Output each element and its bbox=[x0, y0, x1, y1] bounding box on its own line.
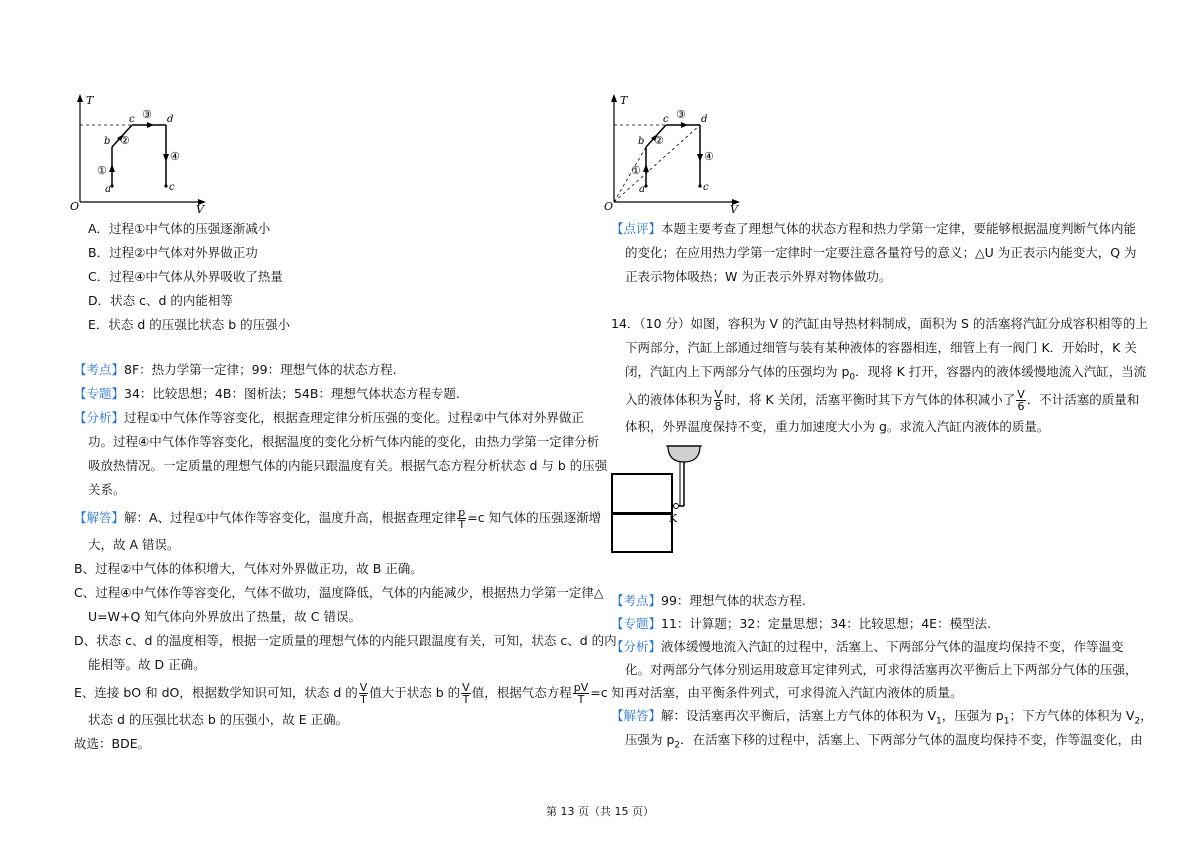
label-c-top: c bbox=[129, 114, 135, 125]
step-4: ④ bbox=[170, 150, 180, 163]
label-c-top-r: c bbox=[663, 114, 669, 125]
cylinder-diagram bbox=[606, 440, 706, 556]
label-d-r: d bbox=[701, 114, 708, 125]
label-T: T bbox=[86, 94, 94, 107]
dianping-l2: 的变化；在应用热力学第一定律时一定要注意各量符号的意义；△U 为正表示内能变大，Q 为 bbox=[625, 245, 1137, 260]
option-a: A．过程①中气体的压强逐渐减小 bbox=[88, 221, 271, 236]
fraction-pV-T: $\frac{pV}{T}$ bbox=[573, 681, 589, 706]
liquid-container bbox=[668, 446, 700, 462]
option-b: B．过程②中气体对外界做正功 bbox=[88, 245, 258, 260]
q14-l2: 下两部分，汽缸上部通过细管与装有某种液体的容器相连，细管上有一阀门 K．开始时，K 关 bbox=[625, 340, 1137, 355]
tv-diagram-left bbox=[70, 92, 210, 214]
fraction-V-T-1: $\frac{V}{T}$ bbox=[359, 681, 368, 706]
step-1-r: ① bbox=[631, 164, 641, 177]
label-c-bottom-r: c bbox=[703, 182, 709, 193]
step-3-r: ③ bbox=[676, 108, 686, 121]
fraction-V-T-2: $\frac{V}{T}$ bbox=[462, 681, 470, 706]
fraction-V-8: $\frac{V}{8}$ bbox=[714, 388, 723, 413]
label-a: a bbox=[105, 184, 111, 195]
label-V: V bbox=[196, 203, 204, 214]
label-b: b bbox=[104, 136, 111, 147]
jieda-answer: 故选：BDE。 bbox=[74, 736, 151, 751]
label-a-r: a bbox=[639, 184, 645, 195]
jieda-right: 【解答】解：设活塞再次平衡后，活塞上方气体的体积为 $V_1$，压强为 $p_1$；下方气体的体积为 $V_2$， bbox=[611, 708, 1153, 727]
fraction-p-T: $\frac{p}{T}$ bbox=[458, 506, 466, 531]
jieda-c1: C、过程④中气体作等容变化，气体不做功，温度降低，气体的内能减少，根据热力学第一定律△ bbox=[74, 585, 604, 600]
q14-l5: 体积，外界温度保持不变，重力加速度大小为 g。求流入汽缸内液体的质量。 bbox=[625, 419, 1050, 434]
jieda-d1: D、状态 c、d 的温度相等，根据一定质量的理想气体的内能只跟温度有关，可知，状态 c、d 的内 bbox=[74, 633, 617, 648]
label-d: d bbox=[167, 114, 174, 125]
step-4-r: ④ bbox=[704, 150, 714, 163]
label-V-r: V bbox=[730, 203, 738, 214]
t-axis-arrow bbox=[77, 94, 83, 102]
option-e: E．状态 d 的压强比状态 b 的压强小 bbox=[88, 317, 291, 332]
arrow-1 bbox=[109, 164, 115, 172]
fenxi-right-l2: 化。对两部分气体分别运用玻意耳定律列式，可求得活塞再次平衡后上下两部分气体的压强， bbox=[625, 662, 1138, 677]
piston bbox=[612, 512, 672, 515]
fenxi-left-l3: 吸放热情况。一定质量的理想气体的内能只跟温度有关。根据气态方程分析状态 d 与 b 的压强 bbox=[88, 458, 608, 473]
tv-diagram-right bbox=[604, 92, 744, 214]
option-c: C．过程④中气体从外界吸收了热量 bbox=[88, 269, 283, 284]
valve-label: K bbox=[669, 512, 678, 525]
zhuanti-left: 【专题】34：比较思想；4B：图析法；54B：理想气体状态方程专题. bbox=[74, 386, 460, 401]
step-3: ③ bbox=[142, 108, 152, 121]
option-d: D．状态 c、d 的内能相等 bbox=[88, 293, 233, 308]
label-b-r: b bbox=[638, 136, 645, 147]
jieda-e1: E、连接 bO 和 dO，根据数学知识可知，状态 d 的 $\frac{V}{T}$ 值大于状态 b 的 $\frac{V}{T}$ 值，根据气态方程 $\frac{pV}{T}$ =c 知 bbox=[74, 681, 625, 706]
fenxi-left-l2: 功。过程④中气体作等容变化，根据温度的变化分析气体内能的变化，由热力学第一定律分析 bbox=[88, 434, 600, 449]
dianping: 【点评】本题主要考查了理想气体的状态方程和热力学第一定律，要能够根据温度判断气体内能 bbox=[611, 221, 1137, 236]
jieda-right-l2: 压强为 $p_2$．在活塞下移的过程中，活塞上、下两部分气体的温度均保持不变，作等温变化，由 bbox=[625, 732, 1143, 751]
fenxi-left: 【分析】过程①中气体作等容变化，根据查理定律分析压强的变化。过程②中气体对外界做正 bbox=[74, 410, 584, 425]
q14-l3: 闭，汽缸内上下两部分气体的压强均为 $p_0$．现将 K 打开，容器内的液体缓慢地流入汽缸，当流 bbox=[625, 364, 1147, 383]
label-T-r: T bbox=[620, 94, 628, 107]
jieda-c2: U=W+Q 知气体向外界放出了热量，故 C 错误。 bbox=[88, 609, 361, 624]
jieda-e2: 状态 d 的压强比状态 b 的压强小，故 E 正确。 bbox=[88, 712, 349, 727]
step-2: ② bbox=[120, 134, 130, 147]
jieda-b: B、过程②中气体的体积增大，气体对外界做正功，故 B 正确。 bbox=[74, 561, 423, 576]
fraction-V-6: $\frac{V}{6}$ bbox=[1017, 388, 1025, 413]
step-2-r: ② bbox=[654, 134, 664, 147]
label-c-bottom: c bbox=[169, 182, 175, 193]
valve-k bbox=[674, 504, 679, 509]
kaodian-right: 【考点】99：理想气体的状态方程. bbox=[611, 593, 806, 608]
jieda-a2: 大，故 A 错误。 bbox=[88, 537, 180, 552]
zhuanti-right: 【专题】11：计算题；32：定量思想；34：比较思想；4E：模型法. bbox=[611, 616, 992, 631]
fenxi-right: 【分析】液体缓慢地流入汽缸的过程中，活塞上、下两部分气体的温度均保持不变，作等温变 bbox=[611, 639, 1124, 654]
arrow-4 bbox=[163, 154, 169, 162]
fenxi-right-l3: 再对活塞，由平衡条件列式，可求得流入汽缸内液体的质量。 bbox=[625, 685, 963, 700]
q14-l1: 14．（10 分）如图，容积为 V 的汽缸由导热材料制成，面积为 S 的活塞将汽缸分成容积相等的上 bbox=[611, 316, 1148, 331]
dianping-l3: 正表示物体吸热；W 为正表示外界对物体做功。 bbox=[625, 269, 892, 284]
step-1: ① bbox=[97, 164, 107, 177]
q14-l4: 入的液体体积为 $\frac{V}{8}$ 时，将 K 关闭，活塞平衡时其下方气体的体积减小了 $\frac{V}{6}$ ．不计活塞的质量和 bbox=[625, 388, 1140, 413]
kaodian-left: 【考点】8F：热力学第一定律；99：理想气体的状态方程. bbox=[74, 362, 397, 377]
jieda-left: 【解答】解：A、过程①中气体作等容变化，温度升高，根据查理定律 $\frac{p}{T}$ =c 知气体的压强逐渐增 bbox=[74, 506, 602, 531]
page-footer: 第 13 页（共 15 页） bbox=[546, 805, 654, 818]
fenxi-left-l4: 关系。 bbox=[88, 482, 126, 497]
arrow-3 bbox=[147, 122, 154, 128]
label-O: O bbox=[70, 200, 80, 213]
jieda-d2: 能相等。故 D 正确。 bbox=[88, 657, 206, 672]
label-O-r: O bbox=[604, 200, 614, 213]
